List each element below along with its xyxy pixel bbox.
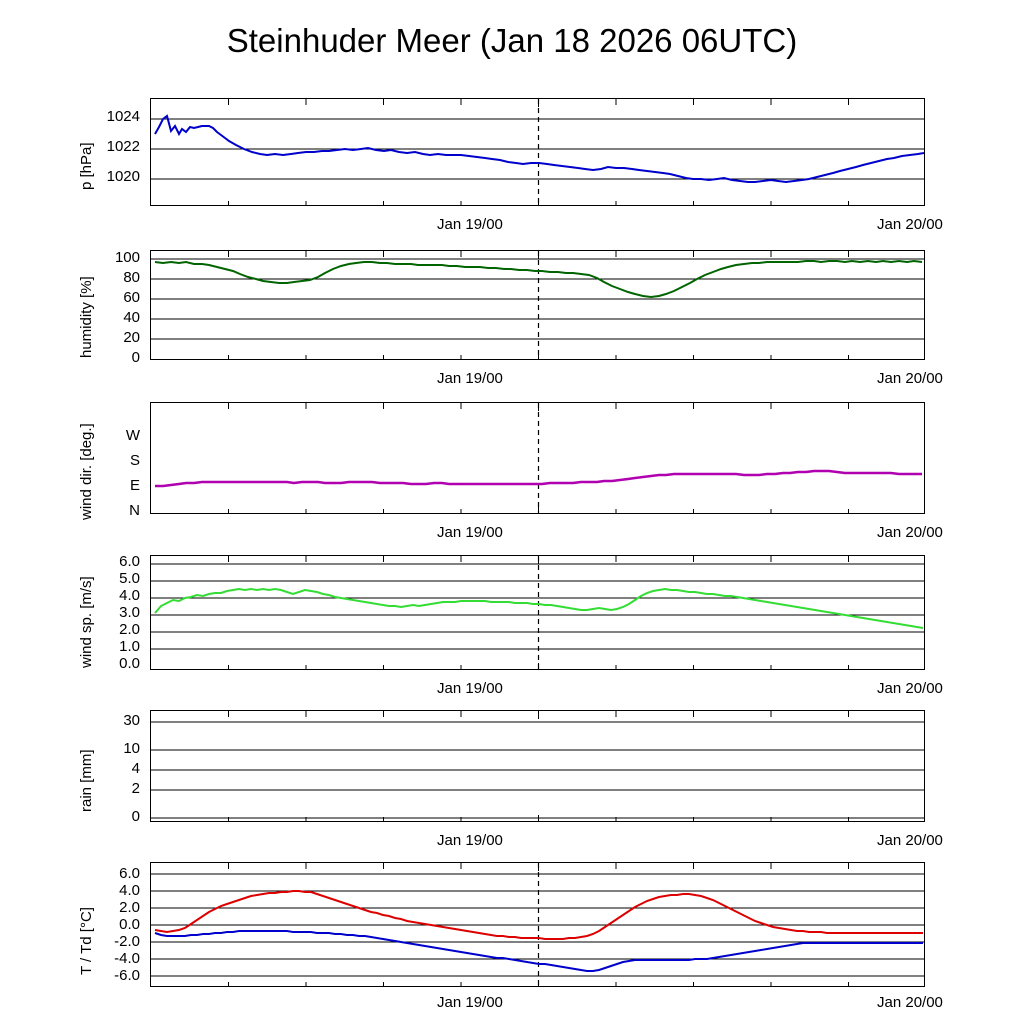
axis-label-rain: rain [mm] xyxy=(78,749,95,812)
axis-label-wind-direction: wind dir. [deg.] xyxy=(78,423,95,520)
axis-label-pressure: p [hPa] xyxy=(78,142,95,190)
ytick-windsp-5: 1.0 xyxy=(119,638,140,655)
ytick-pressure-0: 1024 xyxy=(106,108,140,125)
ytick-windsp-3: 3.0 xyxy=(119,604,140,621)
xtick-rain-0: Jan 19/00 xyxy=(437,832,503,849)
ytick-winddir-1: S xyxy=(129,452,140,469)
xtick-pressure-1: Jan 20/00 xyxy=(877,216,943,233)
plot-pressure[interactable] xyxy=(150,98,925,206)
ytick-humidity-3: 40 xyxy=(123,309,140,326)
ytick-temp-1: 4.0 xyxy=(119,882,140,899)
plot-wind-direction[interactable] xyxy=(150,402,925,514)
page-title: Steinhuder Meer (Jan 18 2026 06UTC) xyxy=(226,22,798,59)
ytick-temp-4: -2.0 xyxy=(114,933,140,950)
ytick-humidity-2: 60 xyxy=(123,289,140,306)
ytick-temp-6: -6.0 xyxy=(114,967,140,984)
ytick-humidity-4: 20 xyxy=(123,329,140,346)
ytick-winddir-2: E xyxy=(129,477,140,494)
xtick-winddir-1: Jan 20/00 xyxy=(877,524,943,541)
ytick-windsp-1: 5.0 xyxy=(119,570,140,587)
ytick-windsp-6: 0.0 xyxy=(119,655,140,672)
ytick-humidity-5: 0 xyxy=(131,349,140,366)
ytick-humidity-1: 80 xyxy=(123,269,140,286)
axis-label-wind-speed: wind sp. [m/s] xyxy=(78,576,95,668)
xtick-rain-1: Jan 20/00 xyxy=(877,832,943,849)
ytick-rain-2: 4 xyxy=(131,760,140,777)
xtick-winddir-0: Jan 19/00 xyxy=(437,524,503,541)
ytick-pressure-2: 1020 xyxy=(106,168,140,185)
xtick-pressure-0: Jan 19/00 xyxy=(437,216,503,233)
ytick-rain-0: 30 xyxy=(123,712,140,729)
xtick-humidity-1: Jan 20/00 xyxy=(877,370,943,387)
axis-label-humidity: humidity [%] xyxy=(78,276,95,358)
ytick-pressure-1: 1022 xyxy=(106,138,140,155)
xtick-humidity-0: Jan 19/00 xyxy=(437,370,503,387)
ytick-humidity-0: 100 xyxy=(114,249,140,266)
ytick-rain-3: 2 xyxy=(131,780,140,797)
ytick-temp-2: 2.0 xyxy=(119,899,140,916)
ytick-winddir-0: W xyxy=(125,427,140,444)
xtick-windsp-1: Jan 20/00 xyxy=(877,680,943,697)
ytick-windsp-0: 6.0 xyxy=(119,553,140,570)
xtick-temp-1: Jan 20/00 xyxy=(877,994,943,1011)
ytick-windsp-4: 2.0 xyxy=(119,621,140,638)
plot-wind-speed[interactable] xyxy=(150,555,925,670)
ytick-temp-3: 0.0 xyxy=(119,916,140,933)
plot-humidity[interactable] xyxy=(150,250,925,360)
ytick-temp-0: 6.0 xyxy=(119,865,140,882)
ytick-winddir-3: N xyxy=(129,502,140,519)
ytick-rain-4: 0 xyxy=(131,808,140,825)
ytick-windsp-2: 4.0 xyxy=(119,587,140,604)
plot-temperature[interactable] xyxy=(150,862,925,987)
plot-rain[interactable] xyxy=(150,710,925,822)
ytick-temp-5: -4.0 xyxy=(114,950,140,967)
xtick-temp-0: Jan 19/00 xyxy=(437,994,503,1011)
axis-label-temperature: T / Td [°C] xyxy=(78,907,95,975)
xtick-windsp-0: Jan 19/00 xyxy=(437,680,503,697)
ytick-rain-1: 10 xyxy=(123,740,140,757)
